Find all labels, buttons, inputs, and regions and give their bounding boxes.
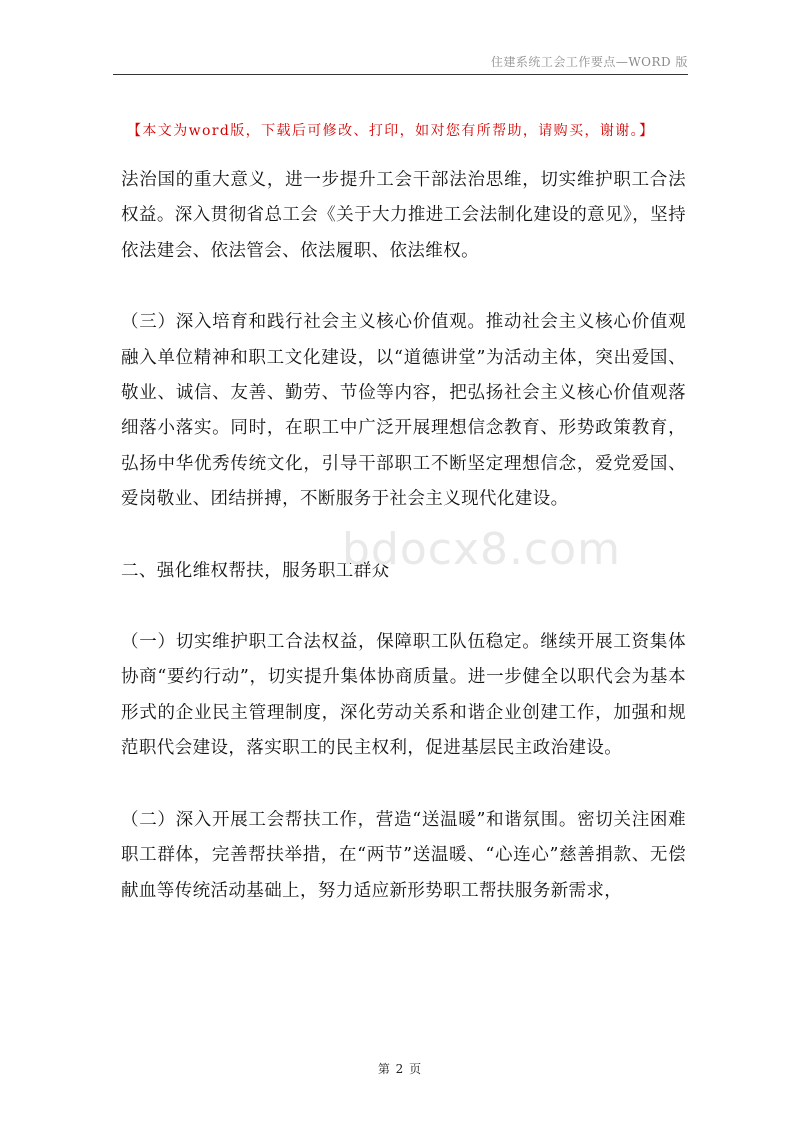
section-heading-rights-protection: 二、强化维权帮扶，服务职工群众 — [121, 560, 390, 581]
paragraph-assistance-work: （二）深入开展工会帮扶工作，营造“送温暖”和谐氛围。密切关注困难职工群体，完善帮扶举措，在“两节”送温暖、“心连心”慈善捐款、无偿献血等传统活动基础上，努力适应新形势职工帮扶服务新需求， — [121, 809, 686, 901]
paragraph-core-values: （三）深入培育和践行社会主义核心价值观。推动社会主义核心价值观融入单位精神和职工文化建设，以“道德讲堂”为活动主体，突出爱国、敬业、诚信、友善、勤劳、节俭等内容，把弘扬社会主义核心价值观落细落小落实。同时，在职工中广泛开展理想信念教育、形势政策教育，弘扬中华优秀传统文化，引导干部职工不断坚定理想信念，爱党爱国、爱岗敬业、团结拼搏，不断服务于社会主义现代化建设。 — [121, 312, 686, 510]
document-body — [121, 163, 686, 909]
page-number: 第 2 页 — [377, 1062, 423, 1076]
paragraph-rule-of-law: 法治国的重大意义，进一步提升工会干部法治思维，切实维护职工合法权益。深入贯彻省总工会《关于大力推进工会法制化建设的意见》，坚持依法建会、依法管会、依法履职、依法维权。 — [121, 170, 686, 261]
page-header — [113, 52, 688, 75]
download-notice: 【本文为word版，下载后可修改、打印，如对您有所帮助，请购买，谢谢。】 — [127, 123, 655, 139]
paragraph-worker-rights: （一）切实维护职工合法权益，保障职工队伍稳定。继续开展工资集体协商“要约行动”，切实提升集体协商质量。进一步健全以职代会为基本形式的企业民主管理制度，深化劳动关系和谐企业创建工作，加强和规范职代会建设，落实职工的民主权利，促进基层民主政治建设。 — [121, 632, 686, 759]
watermark: bdocx8.com — [342, 524, 621, 575]
header-title: 住建系统工会工作要点—WORD 版 — [490, 55, 688, 69]
